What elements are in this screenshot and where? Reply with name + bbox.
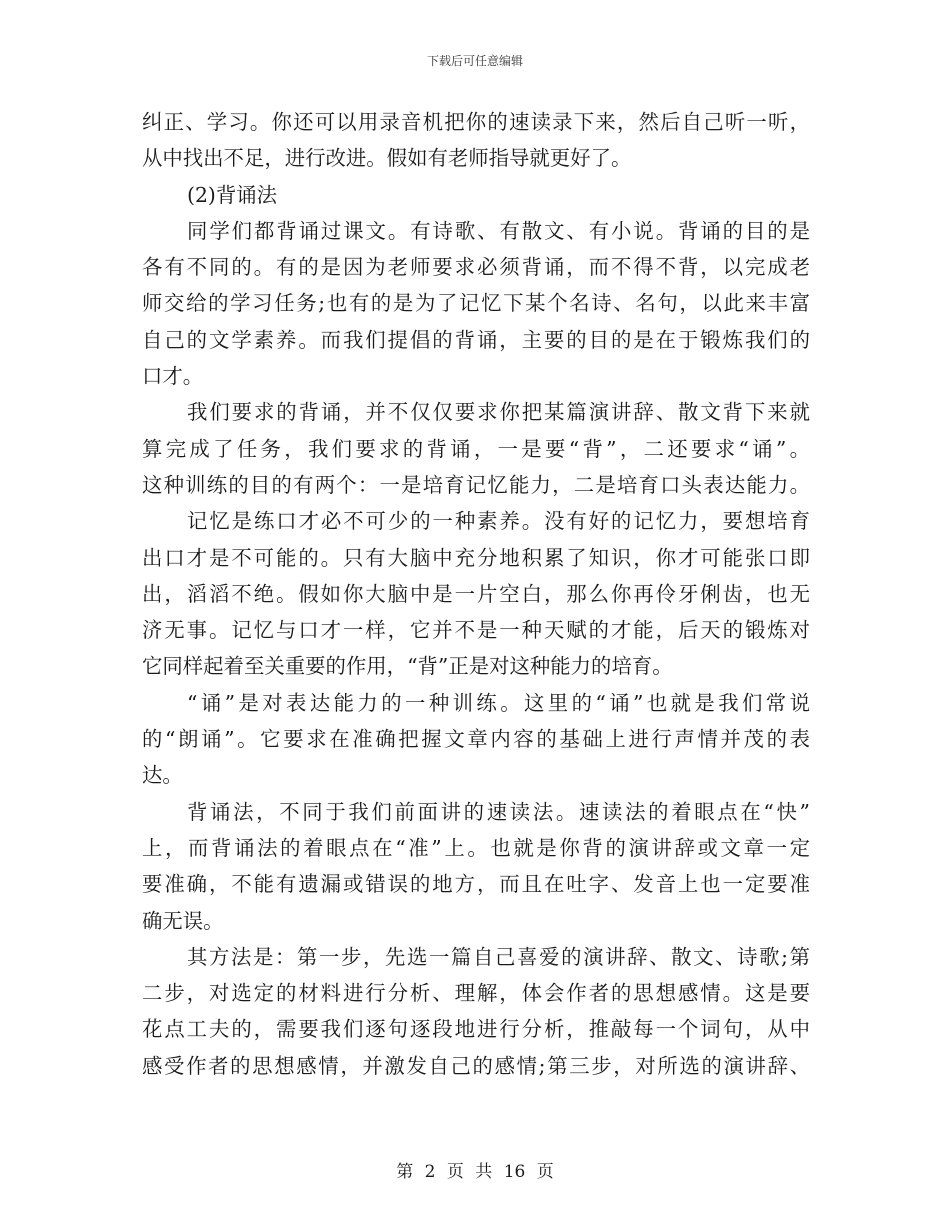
text-line: 背诵法，不同于我们前面讲的速读法。速读法的着眼点在“快” [187,799,810,824]
text-line: 纠正、学习。你还可以用录音机把你的速读录下来，然后自己听一听， [142,110,810,134]
text-line: 济无事。记忆与口才一样，它并不是一种天赋的才能，后天的锻炼对 [142,618,810,643]
text-line: 师交给的学习任务;也有的是为了记忆下某个名诗、名句，以此来丰富 [142,291,810,316]
text-line: 口才。 [142,364,204,389]
text-line: (2)背诵法 [187,182,278,207]
text-line: 其方法是：第一步，先选一篇自己喜爱的演讲辞、散文、诗歌;第 [187,944,810,969]
text-line: 同学们都背诵过课文。有诗歌、有散文、有小说。背诵的目的是 [187,218,810,243]
text-line: 算完成了任务，我们要求的背诵，一是要“背”，二还要求“诵”。 [142,436,810,461]
text-line: 达。 [142,763,183,788]
text-line: 从中找出不足，进行改进。假如有老师指导就更好了。 [142,146,632,171]
text-line: 的“朗诵”。它要求在准确把握文章内容的基础上进行声情并茂的表 [142,727,810,752]
text-line: 这种训练的目的有两个：一是培育记忆能力，二是培育口头表达能力。 [142,472,810,497]
page-header: 下载后可任意编辑 [426,54,523,68]
text-line: 记忆是练口才必不可少的一种素养。没有好的记忆力，要想培育 [187,509,810,534]
text-line: 出口才是不可能的。只有大脑中充分地积累了知识，你才可能张口即 [142,545,810,570]
page-footer: 第 2 页 共 16 页 [396,1162,554,1182]
text-line: 二步，对选定的材料进行分析、理解，体会作者的思想感情。这是要 [142,981,810,1006]
text-line: “诵”是对表达能力的一种训练。这里的“诵”也就是我们常说 [187,690,810,715]
text-line: 它同样起着至关重要的作用，“背”正是对这种能力的培育。 [142,654,673,679]
text-line: 自己的文学素养。而我们提倡的背诵，主要的目的是在于锻炼我们的 [142,327,810,352]
document-body [142,104,810,1084]
text-line: 感受作者的思想感情，并激发自己的感情;第三步，对所选的演讲辞、 [142,1053,810,1078]
text-line: 上，而背诵法的着眼点在“准”上。也就是你背的演讲辞或文章一定 [142,835,810,860]
text-line: 各有不同的。有的是因为老师要求必须背诵，而不得不背，以完成老 [142,255,810,280]
text-line: 出，滔滔不绝。假如你大脑中是一片空白，那么你再伶牙俐齿，也无 [142,581,810,606]
text-line: 确无误。 [142,908,224,933]
text-line: 花点工夫的，需要我们逐句逐段地进行分析，推敲每一个词句，从中 [142,1017,810,1042]
text-line: 要准确，不能有遗漏或错误的地方，而且在吐字、发音上也一定要准 [142,872,810,897]
text-line: 我们要求的背诵，并不仅仅要求你把某篇演讲辞、散文背下来就 [187,400,810,425]
